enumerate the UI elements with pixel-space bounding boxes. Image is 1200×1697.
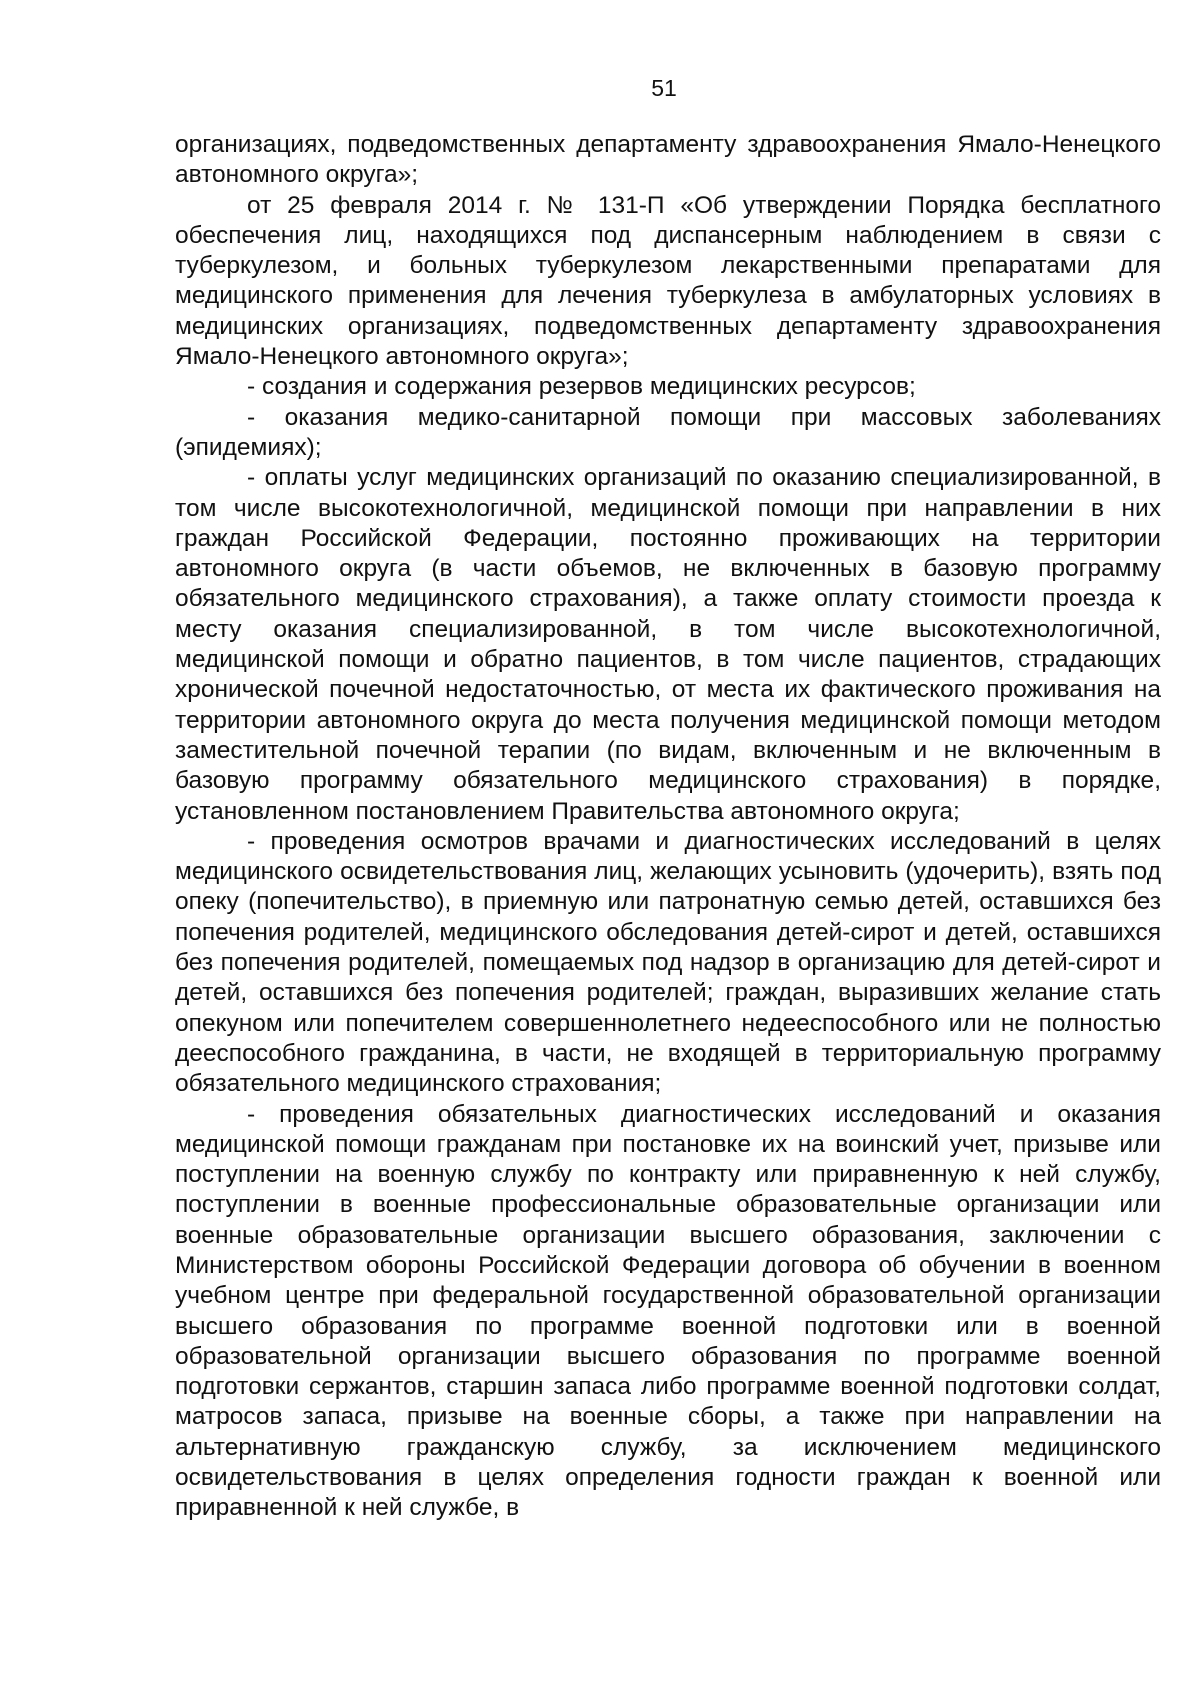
document-body [175,130,1161,1524]
list-item-reserves: - создания и содержания резервов медицинских ресурсов; [247,373,916,401]
page-number: 51 [651,75,677,101]
list-item-epidemics: - оказания медико-санитарной помощи при массовых заболеваниях (эпидемиях); [175,403,1161,461]
paragraph-resolution-131p: от 25 февраля 2014 г. № 131-П «Об утверждении Порядка бесплатного обеспечения лиц, находящихся под диспансерным наблюдением в связи с туберкулезом, и больных туберкулезом лекарственными препаратами для медицинского применения для лечения туберкулеза в амбулаторных условиях в медицинских организациях, подведомственных департаменту здравоохранения Ямало-Ненецкого автономного округа»; [175,191,1161,371]
paragraph-continuation: организациях, подведомственных департаменту здравоохранения Ямало-Ненецкого автономного округа»; [175,131,1161,189]
list-item-military-examinations: - проведения обязательных диагностических исследований и оказания медицинской помощи гражданам при постановке их на воинский учет, призыве или поступлении на военную службу по контракту или приравненную к ней службу, поступлении в военные профессиональные образовательные организации или военные образовательные организации высшего образования, заключении с Министерством обороны Российской Федерации договора об обучении в военном учебном центре при федеральной государственной образовательной организации высшего образования по программе военной подготовки или в военной образовательной организации высшего образования по программе военной подготовки сержантов, старшин запаса либо программе военной подготовки солдат, матросов запаса, призыве на военные сборы, а также при направлении на альтернативную гражданскую службу, за исключением медицинского освидетельствования в целях определения годности граждан к военной или приравненной к ней службе, в [175,1100,1161,1522]
list-item-adoption-examinations: - проведения осмотров врачами и диагностических исследований в целях медицинского освидетельствования лиц, желающих усыновить (удочерить), взять под опеку (попечительство), в приемную или патронатную семью детей, оставшихся без попечения родителей, медицинского обследования детей-сирот и детей, оставшихся без попечения родителей, помещаемых под надзор в организацию для детей-сирот и детей, оставшихся без попечения родителей; граждан, выразивших желание стать опекуном или попечителем совершеннолетнего недееспособного или не полностью дееспособного гражданина, в части, не входящей в территориальную программу обязательного медицинского страхования; [175,827,1161,1098]
list-item-specialized-care-payment: - оплаты услуг медицинских организаций по оказанию специализированной, в том числе высокотехнологичной, медицинской помощи при направлении в них граждан Российской Федерации, постоянно проживающих на территории автономного округа (в части объемов, не включенных в базовую программу обязательного медицинского страхования), а также оплату стоимости проезда к месту оказания специализированной, в том числе высокотехнологичной, медицинской помощи и обратно пациентов, в том числе пациентов, страдающих хронической почечной недостаточностью, от места их фактического проживания на территории автономного округа до места получения медицинской помощи методом заместительной почечной терапии (по видам, включенным и не включенным в базовую программу обязательного медицинского страхования) в порядке, установленном постановлением Правительства автономного округа; [175,464,1161,825]
